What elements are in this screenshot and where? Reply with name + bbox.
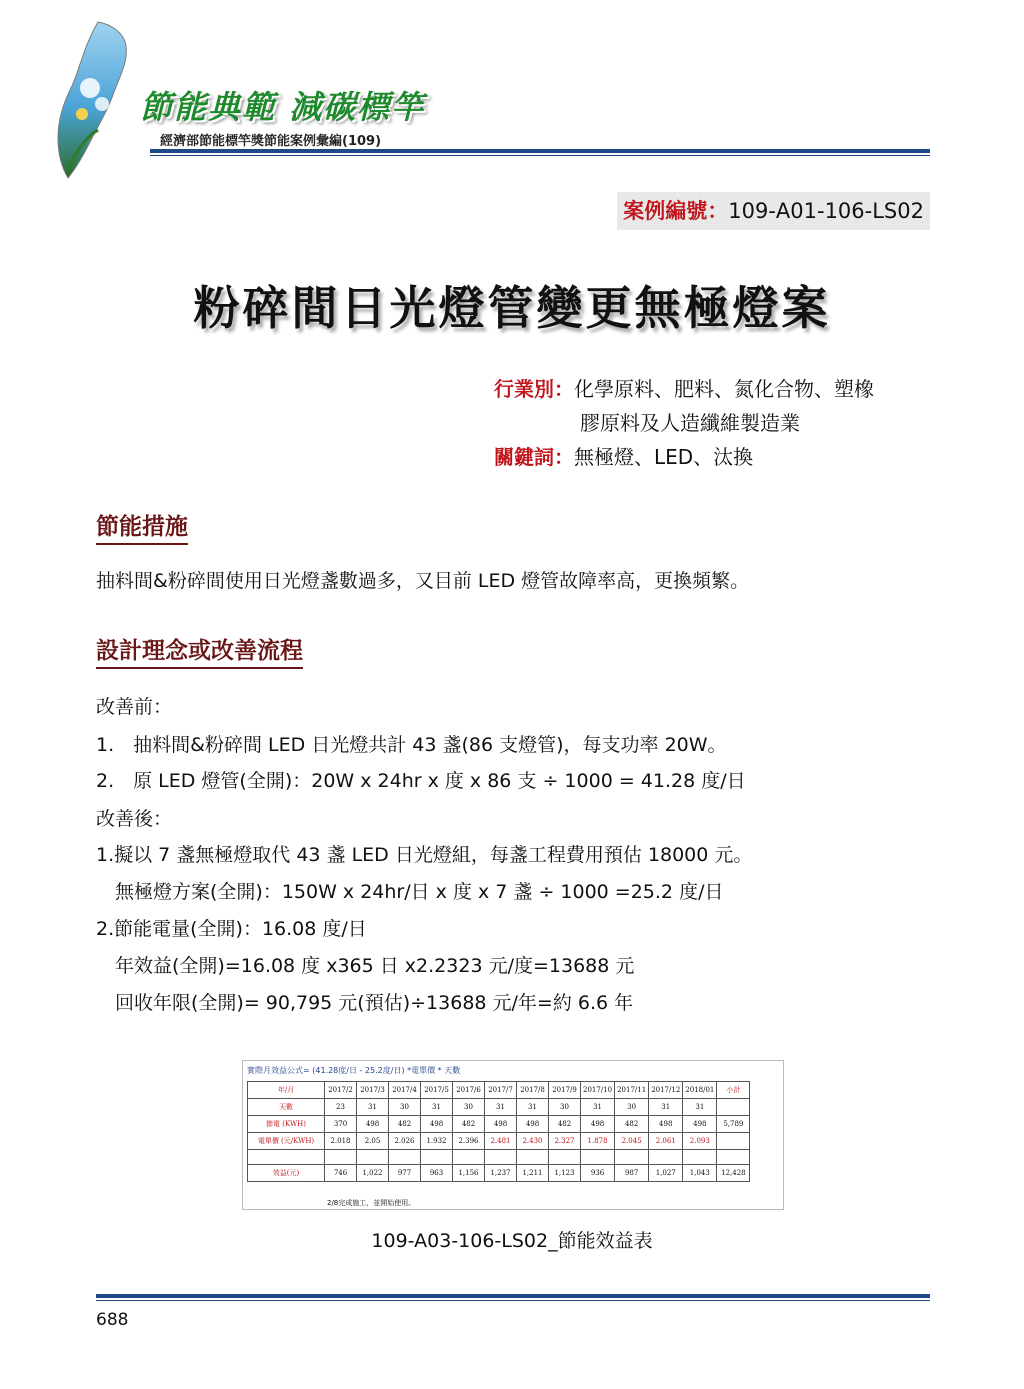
table-row [248,1133,750,1150]
table-cell: 498 [421,1116,453,1133]
table-cell: 2.327 [549,1133,581,1150]
table-total-cell: 12,428 [717,1165,750,1182]
case-number-value: 109-A01-106-LS02 [728,199,924,223]
keyword-row [494,440,753,474]
table-cell: 498 [517,1116,549,1133]
table-cell: 2.093 [683,1133,717,1150]
table-header-label: 年/月 [248,1082,325,1099]
table-cell: 2.026 [389,1133,421,1150]
table-cell: 1,156 [453,1165,485,1182]
keyword-value: 無極燈、LED、汰換 [574,445,754,469]
header-rule-thin [150,155,930,156]
design-line: 改善後： [96,808,173,830]
table-month: 2017/6 [453,1082,485,1099]
table-cell: 498 [485,1116,517,1133]
table-cell: 1,123 [549,1165,581,1182]
footer-rule [96,1294,930,1298]
table-cell: 2.045 [615,1133,649,1150]
table-formula: 實際月效益公式= (41.28度/日 - 25.2度/日) *電單價 * 天數 [247,1066,461,1075]
design-line: 2.節能電量(全開)：16.08 度/日 [96,918,367,940]
industry-label: 行業別： [494,377,574,401]
table-cell: 498 [581,1116,615,1133]
table-cell: 31 [581,1099,615,1116]
table-cell: 31 [649,1099,683,1116]
table-cell: 482 [549,1116,581,1133]
table-cell: 30 [389,1099,421,1116]
industry-value: 化學原料、肥料、氮化合物、塑橡 [574,377,874,401]
benefit-table [242,1060,784,1210]
design-line: 無極燈方案(全開)：150W x 24hr/日 x 度 x 7 盞 ÷ 1000 =25.2 度/日 [96,881,724,903]
table-cell: 987 [615,1165,649,1182]
table-row-label: 天數 [248,1099,325,1116]
table-cell: 370 [325,1116,357,1133]
table-cell: 977 [389,1165,421,1182]
table-empty-cell [389,1150,421,1165]
table-cell: 1,022 [357,1165,389,1182]
measures-text: 抽料間&粉碎間使用日光燈盞數過多，又目前 LED 燈管故障率高，更換頻繁。 [96,570,750,592]
table-cell: 2.061 [649,1133,683,1150]
design-line: 改善前： [96,696,173,718]
table-cell: 2.396 [453,1133,485,1150]
header-rule [150,149,930,153]
table-empty-cell [325,1150,357,1165]
table-caption: 109-A03-106-LS02_節能效益表 [371,1230,653,1252]
table-month: 2017/4 [389,1082,421,1099]
table-cell: 1.878 [581,1133,615,1150]
table-empty-cell [485,1150,517,1165]
table-month: 2017/10 [581,1082,615,1099]
design-line: 1. 抽料間&粉碎間 LED 日光燈共計 43 盞(86 支燈管)，每支功率 20W。 [96,734,727,756]
table-row-label: 節電 (KWH) [248,1116,325,1133]
table-spacer-row [248,1150,750,1165]
table-cell: 498 [357,1116,389,1133]
table-total-cell [717,1099,750,1116]
table-month: 2017/11 [615,1082,649,1099]
table-empty-cell [421,1150,453,1165]
table-empty-cell [549,1150,581,1165]
table-cell: 31 [421,1099,453,1116]
table-cell: 1,027 [649,1165,683,1182]
table-cell: 2.018 [325,1133,357,1150]
table-empty-cell [615,1150,649,1165]
table-month: 2017/9 [549,1082,581,1099]
table-empty-cell [517,1150,549,1165]
industry-row [494,372,874,406]
footer-rule-thin [96,1300,930,1301]
design-line: 2. 原 LED 燈管(全開)：20W x 24hr x 度 x 86 支 ÷ 1000 = 41.28 度/日 [96,770,746,792]
table-month: 2017/3 [357,1082,389,1099]
table-cell: 498 [649,1116,683,1133]
table-cell: 23 [325,1099,357,1116]
table-cell: 30 [549,1099,581,1116]
table-cell: 31 [683,1099,717,1116]
table-empty-cell [717,1150,750,1165]
table-month: 2017/12 [649,1082,683,1099]
table-cell: 963 [421,1165,453,1182]
table-cell: 936 [581,1165,615,1182]
table-empty-cell [581,1150,615,1165]
table-cell: 1,211 [517,1165,549,1182]
case-number-label: 案例編號： [623,199,729,223]
taiwan-map-logo-icon [28,18,148,183]
table-month: 2017/2 [325,1082,357,1099]
page-number: 688 [96,1310,129,1330]
table-empty-cell [683,1150,717,1165]
table-cell: 31 [485,1099,517,1116]
table-subtotal-label: 小計 [717,1082,750,1099]
table-cell: 31 [517,1099,549,1116]
table-empty-cell [453,1150,485,1165]
table-empty-cell [357,1150,389,1165]
case-number-box [617,192,930,230]
table-cell: 30 [615,1099,649,1116]
design-line: 年效益(全開)=16.08 度 x365 日 x2.2323 元/度=13688 元 [96,955,635,977]
table-cell: 1.932 [421,1133,453,1150]
table-row [248,1165,750,1182]
table-cell: 2.05 [357,1133,389,1150]
table-cell: 2.481 [485,1133,517,1150]
table-total-cell [717,1133,750,1150]
table-empty-cell [649,1150,683,1165]
table-row-label: 電單價 (元/KWH) [248,1133,325,1150]
design-line: 1.擬以 7 盞無極燈取代 43 盞 LED 日光燈組，每盞工程費用預估 18000 元。 [96,844,753,866]
table-row [248,1099,750,1116]
table-month: 2017/5 [421,1082,453,1099]
header-subtitle: 經濟部節能標竿獎節能案例彙編(109) [160,134,382,149]
table-cell: 31 [357,1099,389,1116]
table-empty-cell [248,1150,325,1165]
design-line: 回收年限(全開)= 90,795 元(預估)÷13688 元/年=約 6.6 年 [96,992,634,1014]
page-title: 粉碎間日光燈管變更無極燈案 [193,281,831,335]
table-month: 2017/8 [517,1082,549,1099]
table-cell: 498 [683,1116,717,1133]
benefit-table-grid [247,1081,750,1182]
table-cell: 30 [453,1099,485,1116]
table-cell: 482 [615,1116,649,1133]
section-heading-measures: 節能措施 [96,508,188,545]
table-row [248,1116,750,1133]
section-heading-design: 設計理念或改善流程 [96,632,303,669]
table-cell: 2.430 [517,1133,549,1150]
table-note: 2/8完成施工，並開始使用。 [327,1199,416,1207]
header-slogan: 節能典範 減碳標竿 [140,88,426,126]
keyword-label: 關鍵詞： [494,445,574,469]
industry-value-line2: 膠原料及人造纖維製造業 [580,411,800,435]
table-month: 2018/01 [683,1082,717,1099]
table-row-label: 效益(元) [248,1165,325,1182]
table-cell: 1,237 [485,1165,517,1182]
table-month: 2017/7 [485,1082,517,1099]
table-total-cell: 5,789 [717,1116,750,1133]
table-cell: 746 [325,1165,357,1182]
table-cell: 482 [389,1116,421,1133]
table-cell: 1,043 [683,1165,717,1182]
table-cell: 482 [453,1116,485,1133]
